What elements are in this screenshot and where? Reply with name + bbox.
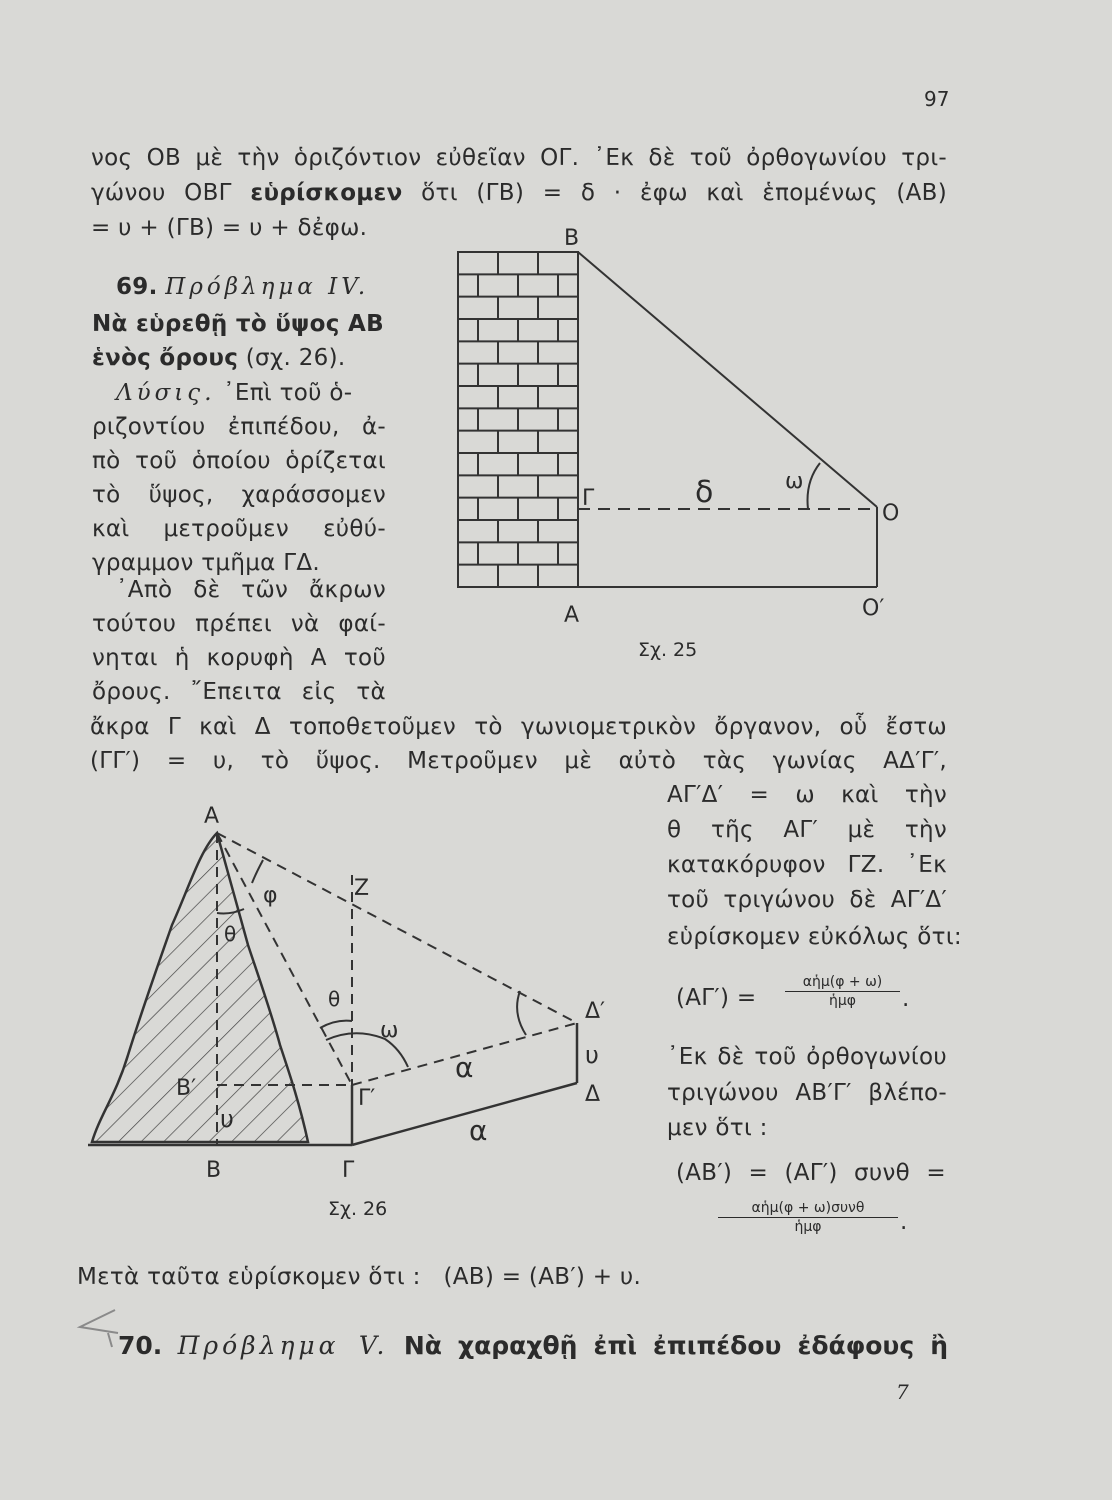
fig26-label-a1: α — [455, 1051, 474, 1084]
fig26-label-theta2: θ — [328, 987, 341, 1011]
problem69-line-8: γραμμον τμῆμα ΓΔ. — [92, 550, 320, 576]
fig26-label-D2: Δ′ — [585, 999, 606, 1024]
fig26-label-B: Β — [206, 1158, 222, 1183]
fig26-label-u2: υ — [220, 1105, 234, 1133]
fig25-label-delta: δ — [695, 475, 714, 510]
right-line-2: θ τῆς ΑΓ′ μὲ τὴν — [667, 817, 947, 843]
fig26-label-theta1: θ — [224, 922, 237, 946]
right-line-6: ᾿Εκ δὲ τοῦ ὀρθογωνίου — [667, 1044, 947, 1070]
fig25-bricks — [458, 252, 578, 587]
fig26-label-D: Δ — [585, 1082, 601, 1107]
fig25-caption: Σχ. 25 — [638, 639, 698, 661]
problem69-line-6: τὸ ὕψος, χαράσσομεν — [92, 482, 386, 508]
fig26-hatching — [80, 795, 640, 1225]
fig26-angle-D2-arc — [517, 991, 526, 1035]
problem69-line-3 — [116, 378, 352, 408]
problem70-line — [118, 1330, 948, 1362]
eq2-period: . — [900, 1209, 908, 1235]
problem70-number: 70. — [118, 1331, 163, 1360]
fig25-angle-arc — [808, 463, 821, 509]
top-line-2-bold: εὑρίσκομεν — [250, 180, 403, 206]
problem69-line-9: ᾿Απὸ δὲ τῶν ἄκρων — [116, 577, 386, 603]
fig26-label-B2: Β′ — [176, 1076, 197, 1101]
figure-25 — [440, 220, 940, 670]
problem69-title: Πρόβλημα IV. — [165, 274, 370, 300]
problem69-line-11: νηται ἡ κορυφὴ Α τοῦ — [92, 645, 386, 671]
fig26-A-D2-dashed — [217, 833, 577, 1023]
fig26-label-G: Γ — [342, 1158, 355, 1183]
problem69-line-10: τούτου πρέπει νὰ φαί- — [92, 611, 386, 637]
eq1-denominator: ἡμφ — [828, 993, 856, 1009]
fig26-ground-a — [352, 1083, 577, 1145]
eq2-lhs: (ΑΒ′) = (ΑΓ′) συνθ = — [676, 1160, 946, 1186]
right-line-7: τριγώνου ΑΒ′Γ′ βλέπο- — [667, 1080, 947, 1106]
right-line-4: τοῦ τριγώνου δὲ ΑΓ′Δ′ — [667, 887, 947, 913]
problem69-heading — [116, 272, 369, 302]
problem70-title: Πρόβλημα V. — [177, 1331, 389, 1360]
eq1-lhs: (ΑΓ′) = — [676, 985, 757, 1011]
fig26-angle-phi-arc — [252, 860, 263, 883]
right-line-5: εὑρίσκομεν εὐκόλως ὅτι: — [667, 924, 962, 950]
fig25-sightline — [578, 252, 877, 507]
fig26-label-u1: υ — [585, 1041, 599, 1069]
footer-signature: 7 — [896, 1380, 909, 1404]
top-line-1-text: νος ΟΒ μὲ τὴν ὁριζόντιον εὐθεῖαν ΟΓ. ᾿Εκ δὲ τοῦ ὀρθογωνίου τρι- — [91, 145, 947, 171]
top-line-1 — [91, 143, 947, 173]
fig25-label-O2: Ο′ — [862, 596, 885, 621]
fig25-label-omega: ω — [785, 469, 804, 494]
fig26-caption: Σχ. 26 — [328, 1198, 388, 1220]
result-line: Μετὰ ταῦτα εὑρίσκομεν ὅτι : (ΑΒ) = (ΑΒ′) + υ. — [77, 1264, 642, 1290]
eq1-numerator: αἡμ(φ + ω) — [785, 974, 900, 992]
problem69-line-2 — [92, 343, 345, 373]
fig26-label-G2: Γ′ — [358, 1086, 376, 1111]
figure-26 — [80, 795, 640, 1225]
fig26-label-phi: φ — [263, 883, 278, 908]
problem70-heading — [118, 1330, 948, 1362]
fig25-label-O: Ο — [882, 501, 900, 526]
problem69-line-3-rest: ᾿Επὶ τοῦ ὁ- — [215, 380, 353, 406]
top-line-2-c: ὅτι (ΓΒ) = δ · ἐφω καὶ ἑπομένως (ΑΒ) — [402, 180, 948, 206]
lysis-label: Λύσις. — [116, 380, 216, 406]
problem69-line-7: καὶ μετροῦμεν εὐθύ- — [92, 516, 386, 542]
top-line-3: = υ + (ΓΒ) = υ + δἐφω. — [91, 215, 368, 241]
fig25-label-B: Β — [564, 226, 580, 251]
page-number: 97 — [924, 87, 950, 111]
problem69-line-2-bold: ἑνὸς ὄρους — [92, 345, 239, 371]
right-line-1: ΑΓ′Δ′ = ω καὶ τὴν — [667, 782, 947, 808]
right-line-8: μεν ὅτι : — [667, 1115, 768, 1141]
problem69-number: 69. — [116, 274, 158, 300]
problem69-line-13: ἄκρα Γ καὶ Δ τοποθετοῦμεν τὸ γωνιομετρικὸν ὄργανον, οὗ ἔστω — [90, 714, 947, 740]
top-line-2-a: γώνου ΟΒΓ — [91, 180, 251, 206]
fig25-label-G: Γ — [582, 486, 595, 511]
top-line-2 — [91, 178, 947, 208]
eq1-period: . — [902, 986, 910, 1012]
fig26-angle-theta2-arc — [320, 1021, 352, 1028]
fig26-label-A: Α — [204, 804, 220, 829]
problem70-text: Νὰ χαραχθῇ ἐπὶ ἐπιπέδου ἐδάφους ἢ — [403, 1331, 948, 1360]
eq2-numerator: αἡμ(φ + ω)συνθ — [718, 1200, 898, 1218]
problem69-line-4: ριζοντίου ἐπιπέδου, ἀ- — [92, 414, 386, 440]
eq2-denominator: ἡμφ — [794, 1219, 822, 1235]
eq1-fraction — [785, 974, 900, 1009]
top-line-2-text — [91, 178, 947, 208]
problem69-line-12: ὄρους. ῎Επειτα εἰς τὰ — [92, 679, 386, 705]
problem69-line-14: (ΓΓ′) = υ, τὸ ὕψος. Μετροῦμεν μὲ αὐτὸ τὰς γωνίας ΑΔ′Γ′, — [90, 748, 947, 774]
eq2-fraction — [718, 1200, 898, 1235]
right-line-3: κατακόρυφον ΓΖ. ᾿Εκ — [667, 852, 947, 878]
fig26-label-omega: ω — [380, 1018, 399, 1043]
fig26-label-Z: Ζ — [354, 876, 370, 901]
problem69-line-2-rest: (σχ. 26). — [238, 345, 346, 371]
problem69-line-1: Νὰ εὑρεθῇ τὸ ὕψος ΑΒ — [92, 311, 384, 337]
problem69-line-5: πὸ τοῦ ὁποίου ὁρίζεται — [92, 448, 386, 474]
fig25-label-A: Α — [564, 603, 580, 628]
fig26-label-a2: α — [469, 1114, 488, 1147]
